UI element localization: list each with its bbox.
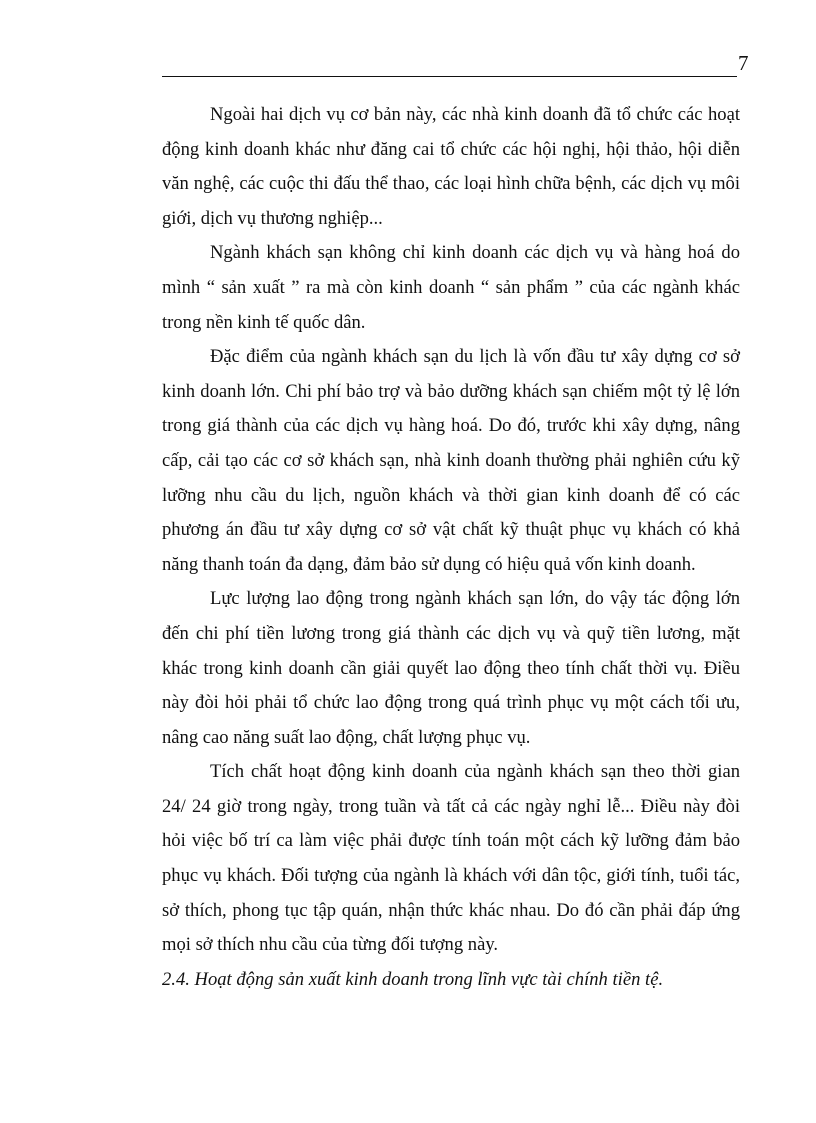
paragraph-5: Tích chất hoạt động kinh doanh của ngành khách sạn theo thời gian 24/ 24 giờ trong ngày, trong tuần và tất cả các ngày nghỉ lễ... Điều này đòi hỏi việc bố trí ca làm việc phải được tính toán một cách kỹ lưỡng đảm bảo phục vụ khách. Đối tượng của ngành là khách với dân tộc, giới tính, tuổi tác, sở thích, phong tục tập quán, nhận thức khác nhau. Do đó cần phải đáp ứng mọi sở thích nhu cầu của từng đối tượng này. <box>162 761 740 956</box>
document-body <box>162 98 740 997</box>
page-number: 7 <box>738 51 749 75</box>
paragraph-3: Đặc điểm của ngành khách sạn du lịch là vốn đầu tư xây dựng cơ sở kinh doanh lớn. Chi phí bảo trợ và bảo dưỡng khách sạn chiếm một tỷ lệ lớn trong giá thành của các dịch vụ hàng hoá. Do đó, trước khi xây dựng, nâng cấp, cải tạo các cơ sở khách sạn, nhà kinh doanh thường phải nghiên cứu kỹ lưỡng nhu cầu du lịch, nguồn khách và thời gian kinh doanh để có các phương án đầu tư xây dựng cơ sở vật chất kỹ thuật phục vụ khách có khả năng thanh toán đa dạng, đảm bảo sử dụng có hiệu quả vốn kinh doanh. <box>162 346 740 575</box>
paragraph-1: Ngoài hai dịch vụ cơ bản này, các nhà kinh doanh đã tổ chức các hoạt động kinh doanh khác như đăng cai tổ chức các hội nghị, hội thảo, hội diễn văn nghệ, các cuộc thi đấu thể thao, các loại hình chữa bệnh, các dịch vụ môi giới, dịch vụ thương nghiệp... <box>162 104 740 229</box>
paragraph-4: Lực lượng lao động trong ngành khách sạn lớn, do vậy tác động lớn đến chi phí tiền lương trong giá thành các dịch vụ và quỹ tiền lương, mặt khác trong kinh doanh cần giải quyết lao động theo tính chất thời vụ. Điều này đòi hỏi phải tổ chức lao động trong quá trình phục vụ một cách tối ưu, nâng cao năng suất lao động, chất lượng phục vụ. <box>162 588 740 748</box>
paragraph-2: Ngành khách sạn không chỉ kinh doanh các dịch vụ và hàng hoá do mình “ sản xuất ” ra mà còn kinh doanh “ sản phẩm ” của các ngành khác trong nền kinh tế quốc dân. <box>162 242 740 333</box>
section-heading: 2.4. Hoạt động sản xuất kinh doanh trong lĩnh vực tài chính tiền tệ. <box>162 968 664 990</box>
header-rule <box>162 76 737 77</box>
